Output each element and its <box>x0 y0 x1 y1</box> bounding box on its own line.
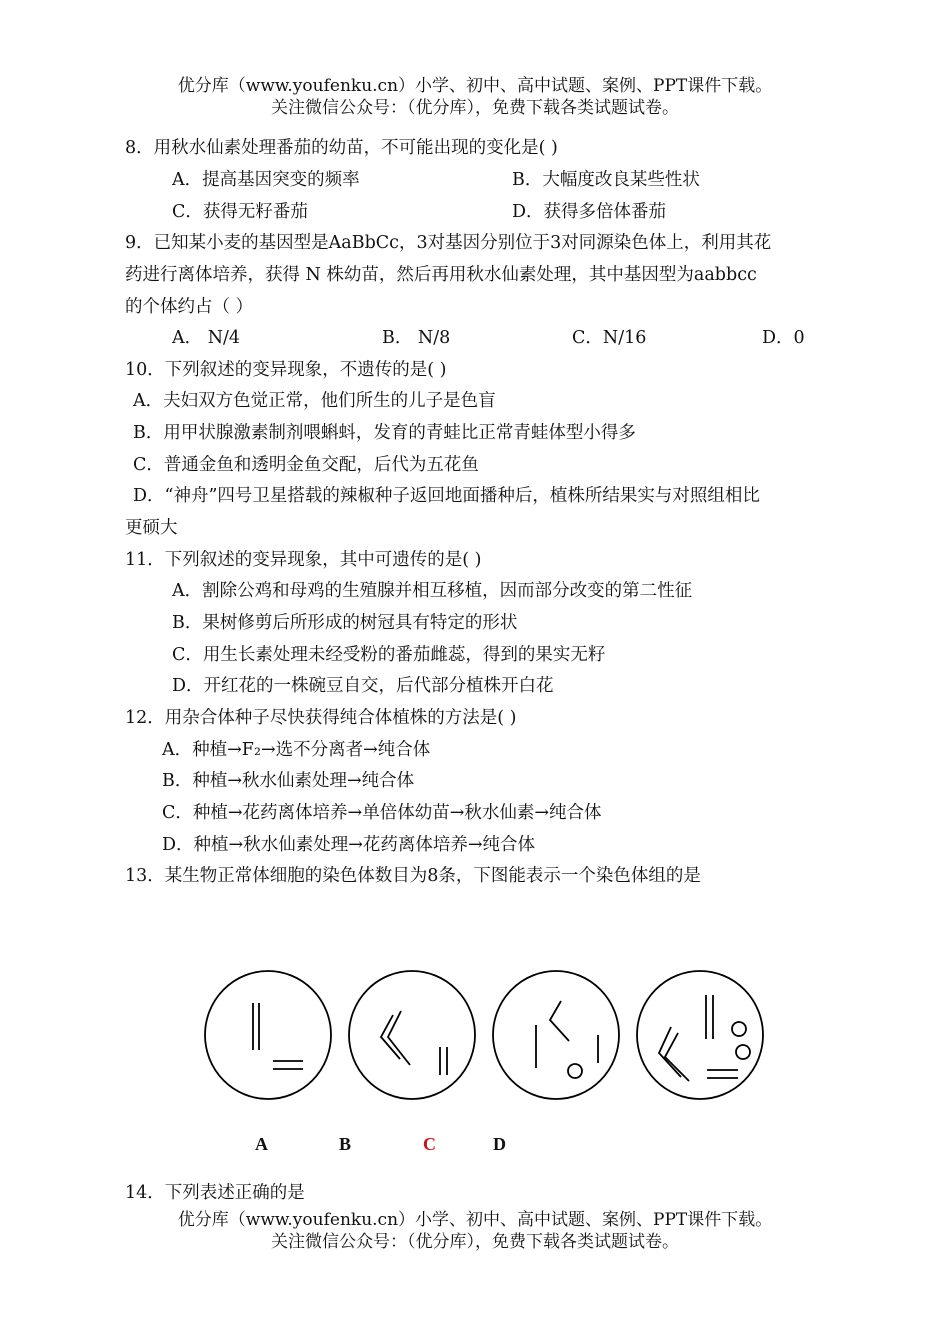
q9-option-b: B． N/8 <box>382 328 451 348</box>
figure-label-c: C <box>423 1134 436 1154</box>
q10-option-c: C．普通金鱼和透明金鱼交配，后代为五花鱼 <box>133 455 479 475</box>
q12-option-d: D．种植→秋水仙素处理→花药离体培养→纯合体 <box>162 835 536 855</box>
cell-b-circle <box>349 971 475 1099</box>
cell-b-chromosomes <box>381 1011 447 1075</box>
header-line-1: 优分库（www.youfenku.cn）小学、初中、高中试题、案例、PPT课件下载。 <box>177 76 773 96</box>
q10-option-a: A．夫妇双方色觉正常，他们所生的儿子是色盲 <box>133 391 496 411</box>
q9-option-c: C．N/16 <box>572 328 647 348</box>
q11-option-b: B．果树修剪后所形成的树冠具有特定的形状 <box>172 613 518 633</box>
q9-stem-line-2: 药进行离体培养，获得 N 株幼苗，然后再用秋水仙素处理，其中基因型为aabbcc <box>125 265 757 285</box>
q8-stem: 8．用秋水仙素处理番茄的幼苗，不可能出现的变化是( ) <box>125 138 558 158</box>
cell-a-circle <box>205 971 331 1099</box>
cell-c-chromosomes <box>536 1001 598 1078</box>
q10-stem: 10．下列叙述的变异现象，不遗传的是( ) <box>125 360 447 380</box>
q8-option-b: B．大幅度改良某些性状 <box>512 170 700 190</box>
q12-option-b: B．种植→秋水仙素处理→纯合体 <box>162 771 415 791</box>
q11-option-c: C．用生长素处理未经受粉的番茄雌蕊，得到的果实无籽 <box>172 645 606 665</box>
q11-option-a: A．割除公鸡和母鸡的生殖腺并相互移植，因而部分改变的第二性征 <box>172 581 693 601</box>
q9-stem-line-1: 9．已知某小麦的基因型是AaBbCc，3对基因分别位于3对同源染色体上，利用其花 <box>125 233 772 253</box>
q8-option-a: A．提高基因突变的频率 <box>172 170 360 190</box>
footer-line-1: 优分库（www.youfenku.cn）小学、初中、高中试题、案例、PPT课件下载。 <box>177 1210 773 1230</box>
q10-option-b: B．用甲状腺激素制剂喂蝌蚪，发育的青蛙比正常青蛙体型小得多 <box>133 423 636 443</box>
footer-line-2: 关注微信公众号：（优分库），免费下载各类试题试卷。 <box>271 1232 679 1252</box>
q12-option-c: C．种植→花药离体培养→单倍体幼苗→秋水仙素→纯合体 <box>162 803 602 823</box>
q9-option-d: D．0 <box>762 328 805 348</box>
q10-option-d-cont: 更硕大 <box>125 518 178 538</box>
figure-label-a: A <box>255 1134 268 1154</box>
q14-stem: 14．下列表述正确的是 <box>125 1183 305 1203</box>
q11-stem: 11．下列叙述的变异现象，其中可遗传的是( ) <box>125 550 482 570</box>
header-line-2: 关注微信公众号：（优分库），免费下载各类试题试卷。 <box>271 98 679 118</box>
cell-a-chromosomes <box>253 1003 303 1069</box>
figure-label-b: B <box>339 1134 352 1154</box>
q10-option-d: D．“神舟”四号卫星搭载的辣椒种子返回地面播种后，植株所结果实与对照组相比 <box>133 486 760 506</box>
q8-option-c: C．获得无籽番茄 <box>172 202 308 222</box>
cell-d-chromosomes <box>659 995 750 1081</box>
q8-option-d: D．获得多倍体番茄 <box>512 202 667 222</box>
cell-c-circle <box>493 971 619 1099</box>
figure-label-d: D <box>493 1134 506 1154</box>
chromosome-figure <box>195 965 775 1115</box>
q9-option-a: A． N/4 <box>172 328 241 348</box>
q13-stem: 13．某生物正常体细胞的染色体数目为8条，下图能表示一个染色体组的是 <box>125 866 701 886</box>
q11-option-d: D．开红花的一株碗豆自交，后代部分植株开白花 <box>172 676 554 696</box>
q12-option-a: A．种植→F₂→选不分离者→纯合体 <box>162 740 431 760</box>
q12-stem: 12．用杂合体种子尽快获得纯合体植株的方法是( ) <box>125 708 517 728</box>
q9-stem-line-3: 的个体约占（ ） <box>125 297 254 317</box>
